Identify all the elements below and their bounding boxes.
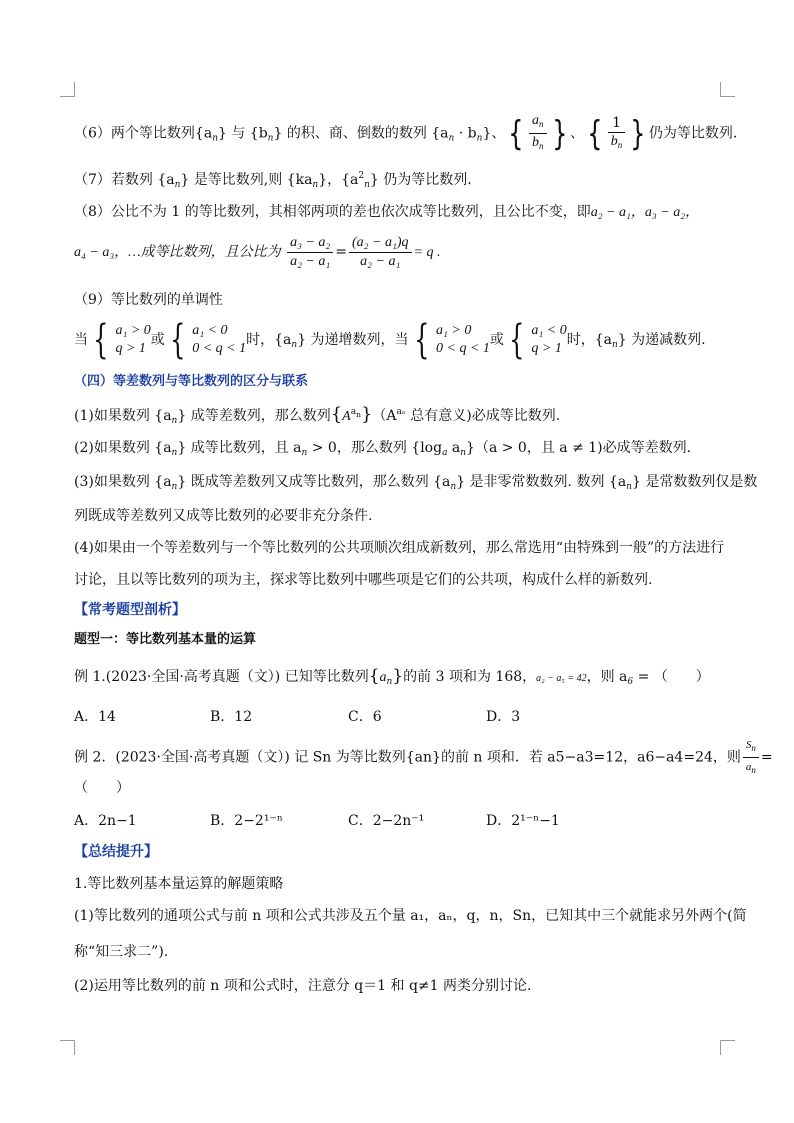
crop-mark-bottom-left	[60, 1040, 75, 1055]
example-2-choice-c: C．2−2n⁻¹	[348, 813, 425, 829]
crop-mark-top-left	[60, 82, 75, 97]
crop-mark-top-right	[720, 82, 735, 97]
example-2-choice-b: B．2−2¹⁻ⁿ	[210, 813, 283, 829]
common-types-header: 【常考题型剖析】	[74, 602, 186, 618]
section-4-item-2: (2)如果数列 $\{a_n\}$ 成等比数列，且 $a_n > 0$，那么数列 {$\log_a$ $a_n\}(a > 0$，且 a ≠ 1)必成等差数列.	[74, 440, 692, 458]
example-1-choice-b: B．12	[210, 709, 253, 725]
section-4-item-1: (1)如果数列 $\{a_n\}$ 成等差数列，那么数列$\{A^{a_n}\}(A^{a_n}$ 总有意义)必成等比数列.	[74, 404, 561, 426]
example-2-paren: （ ）	[74, 780, 130, 796]
crop-mark-bottom-right	[720, 1040, 735, 1055]
property-7: （7）若数列 $\{a_n\}$ 是等比数列,则 $\{ka_n\}$，$\{a^2_n\}$ 仍为等比数列.	[74, 171, 472, 190]
summary-line-2: 称“知三求二”).	[74, 944, 169, 960]
summary-line-3: (2)运用等比数列的前 n 项和公式时，注意分 q＝1 和 q≠1 两类分别讨论.	[74, 978, 532, 994]
example-1-choice-a: A．14	[74, 709, 116, 725]
example-1-stem: 例 1.(2023·全国·高考真题（文）) 已知等比数列$\{a_n\}$的前 3 项和为 168，a₂ − a₅ = 42，则 $a_6$ = （ ）	[74, 666, 710, 687]
summary-line-1: (1)等比数列的通项公式与前 n 项和公式共涉及五个量 a₁，aₙ，q，n，Sn，已知其中三个就能求另外两个(简	[74, 908, 747, 924]
property-9-conditions: 当 { a₁ > 0 q > 1 或 { a₁ < 0 0 < q < 1 时，$\{a_n\}$ 为递增数列，当 { a₁ > 0 0 < q < 1 或 { a₁ < 0 q > 1 时，$\{a_n\}$ 为递减数列.	[74, 317, 706, 363]
example-1-choice-c: C．6	[348, 709, 382, 725]
example-2-choice-d: D．2¹⁻ⁿ−1	[486, 813, 560, 829]
summary-heading-1: 1.等比数列基本量运算的解题策略	[74, 876, 284, 892]
example-1-choice-d: D．3	[486, 709, 521, 725]
property-8-line-1: （8）公比不为 1 的等比数列，其相邻两项的差也依次成等比数列，且公比不变，即a₂ − a₁，a₃ − a₂，	[74, 204, 700, 220]
section-4-item-3-line-2: 列既成等差数列又成等比数列的必要非充分条件.	[74, 508, 373, 524]
type-1-title: 题型一：等比数列基本量的运算	[74, 632, 257, 647]
fraction-a-over-b: $\frac{a_n}{b_n}$	[529, 112, 547, 155]
example-2-stem: 例 2．(2023·全国·高考真题（文）) 记 Sn 为等比数列{an}的前 n 项和．若 a5−a3=12，a6−a4=24，则 $\frac{S_n}{a_n}$ =	[74, 736, 734, 772]
section-4-item-4-line-2: 讨论，且以等比数列的项为主，探求等比数列中哪些项是它们的公共项，构成什么样的新数列.	[74, 572, 653, 588]
property-6: （6）两个等比数列$\{a_n\}$ 与 $\{b_n\}$ 的积、商、倒数的数列 $\{a_n \cdot b_n\}$、{ $\frac{a_n}{b_n}$ } 、{ $\frac{1}{b_n}$ } 仍为等比数列.	[74, 113, 738, 154]
section-4-item-3-line-1: (3)如果数列 $\{a_n\}$ 既成等差数列又成等比数列，那么数列 $\{a_n\}$ 是非零常数数列. 数列 $\{a_n\}$ 是常数数列仅是数	[74, 474, 758, 492]
property-8-line-2: a₄ − a₃，…成等比数列，且公比为 $\frac{\text{a₃ − a₂}}{\text{a₂ − a₁}}$ = $\frac{\text{(a₂ − a₁)q}}{\text{a₂ − a₁}}$ = q .	[74, 234, 441, 269]
fraction-1-over-b: $\frac{1}{b_n}$	[608, 114, 626, 154]
summary-header: 【总结提升】	[74, 844, 158, 860]
section-4-title: （四）等差数列与等比数列的区分与联系	[74, 374, 309, 389]
section-4-item-4-line-1: (4)如果由一个等差数列与一个等比数列的公共项顺次组成新数列，那么常选用“由特殊到一般”的方法进行	[74, 540, 725, 556]
example-2-choice-a: A．2n−1	[74, 813, 137, 829]
property-9-title: （9）等比数列的单调性	[74, 292, 223, 308]
